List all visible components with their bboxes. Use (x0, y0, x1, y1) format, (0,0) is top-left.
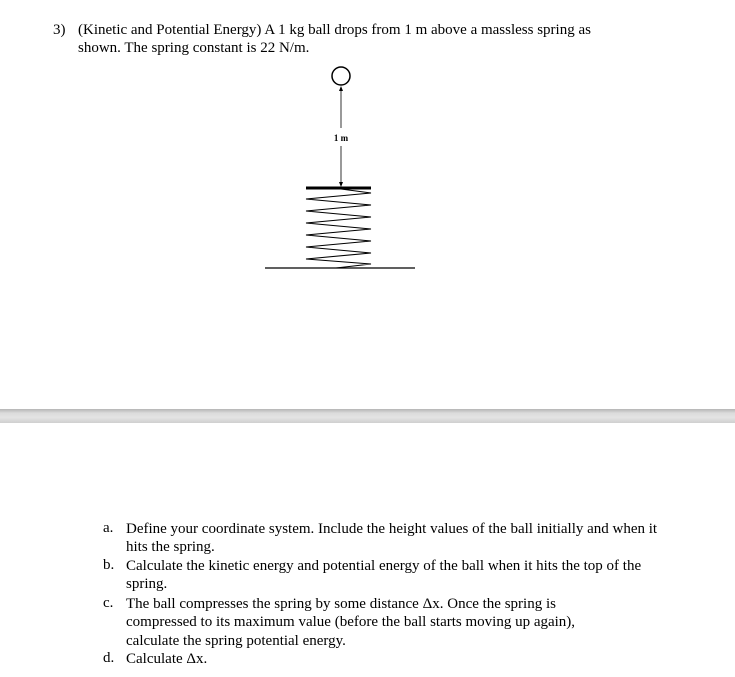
problem-statement-line1: (Kinetic and Potential Energy) A 1 kg ball drops from 1 m above a massless spring as (78, 22, 591, 38)
ball (332, 67, 350, 85)
spring-diagram (0, 0, 735, 300)
question-label: c. (103, 595, 114, 611)
question-label: a. (103, 520, 114, 536)
question-label: b. (103, 557, 115, 573)
question-text: Calculate the kinetic energy and potential energy of the ball when it hits the top of the spring. (126, 558, 642, 593)
arrow-head-down-icon (339, 182, 343, 187)
spring-coil (306, 189, 371, 268)
question-text: The ball compresses the spring by some distance Δx. Once the spring is compressed to its maximum value (before the ball starts moving up again), calculate the spring potential energy. (126, 596, 576, 649)
question-label: d. (103, 650, 115, 666)
problem-statement-line2: shown. The spring constant is 22 N/m. (78, 40, 310, 56)
distance-label: 1 m (333, 133, 349, 143)
page-break (0, 409, 735, 423)
question-text: Define your coordinate system. Include the height values of the ball initially and when it hits the spring. (126, 521, 658, 556)
question-text: Calculate Δx. (126, 651, 208, 667)
arrow-head-up-icon (339, 86, 343, 91)
problem-number: 3) (53, 22, 66, 38)
